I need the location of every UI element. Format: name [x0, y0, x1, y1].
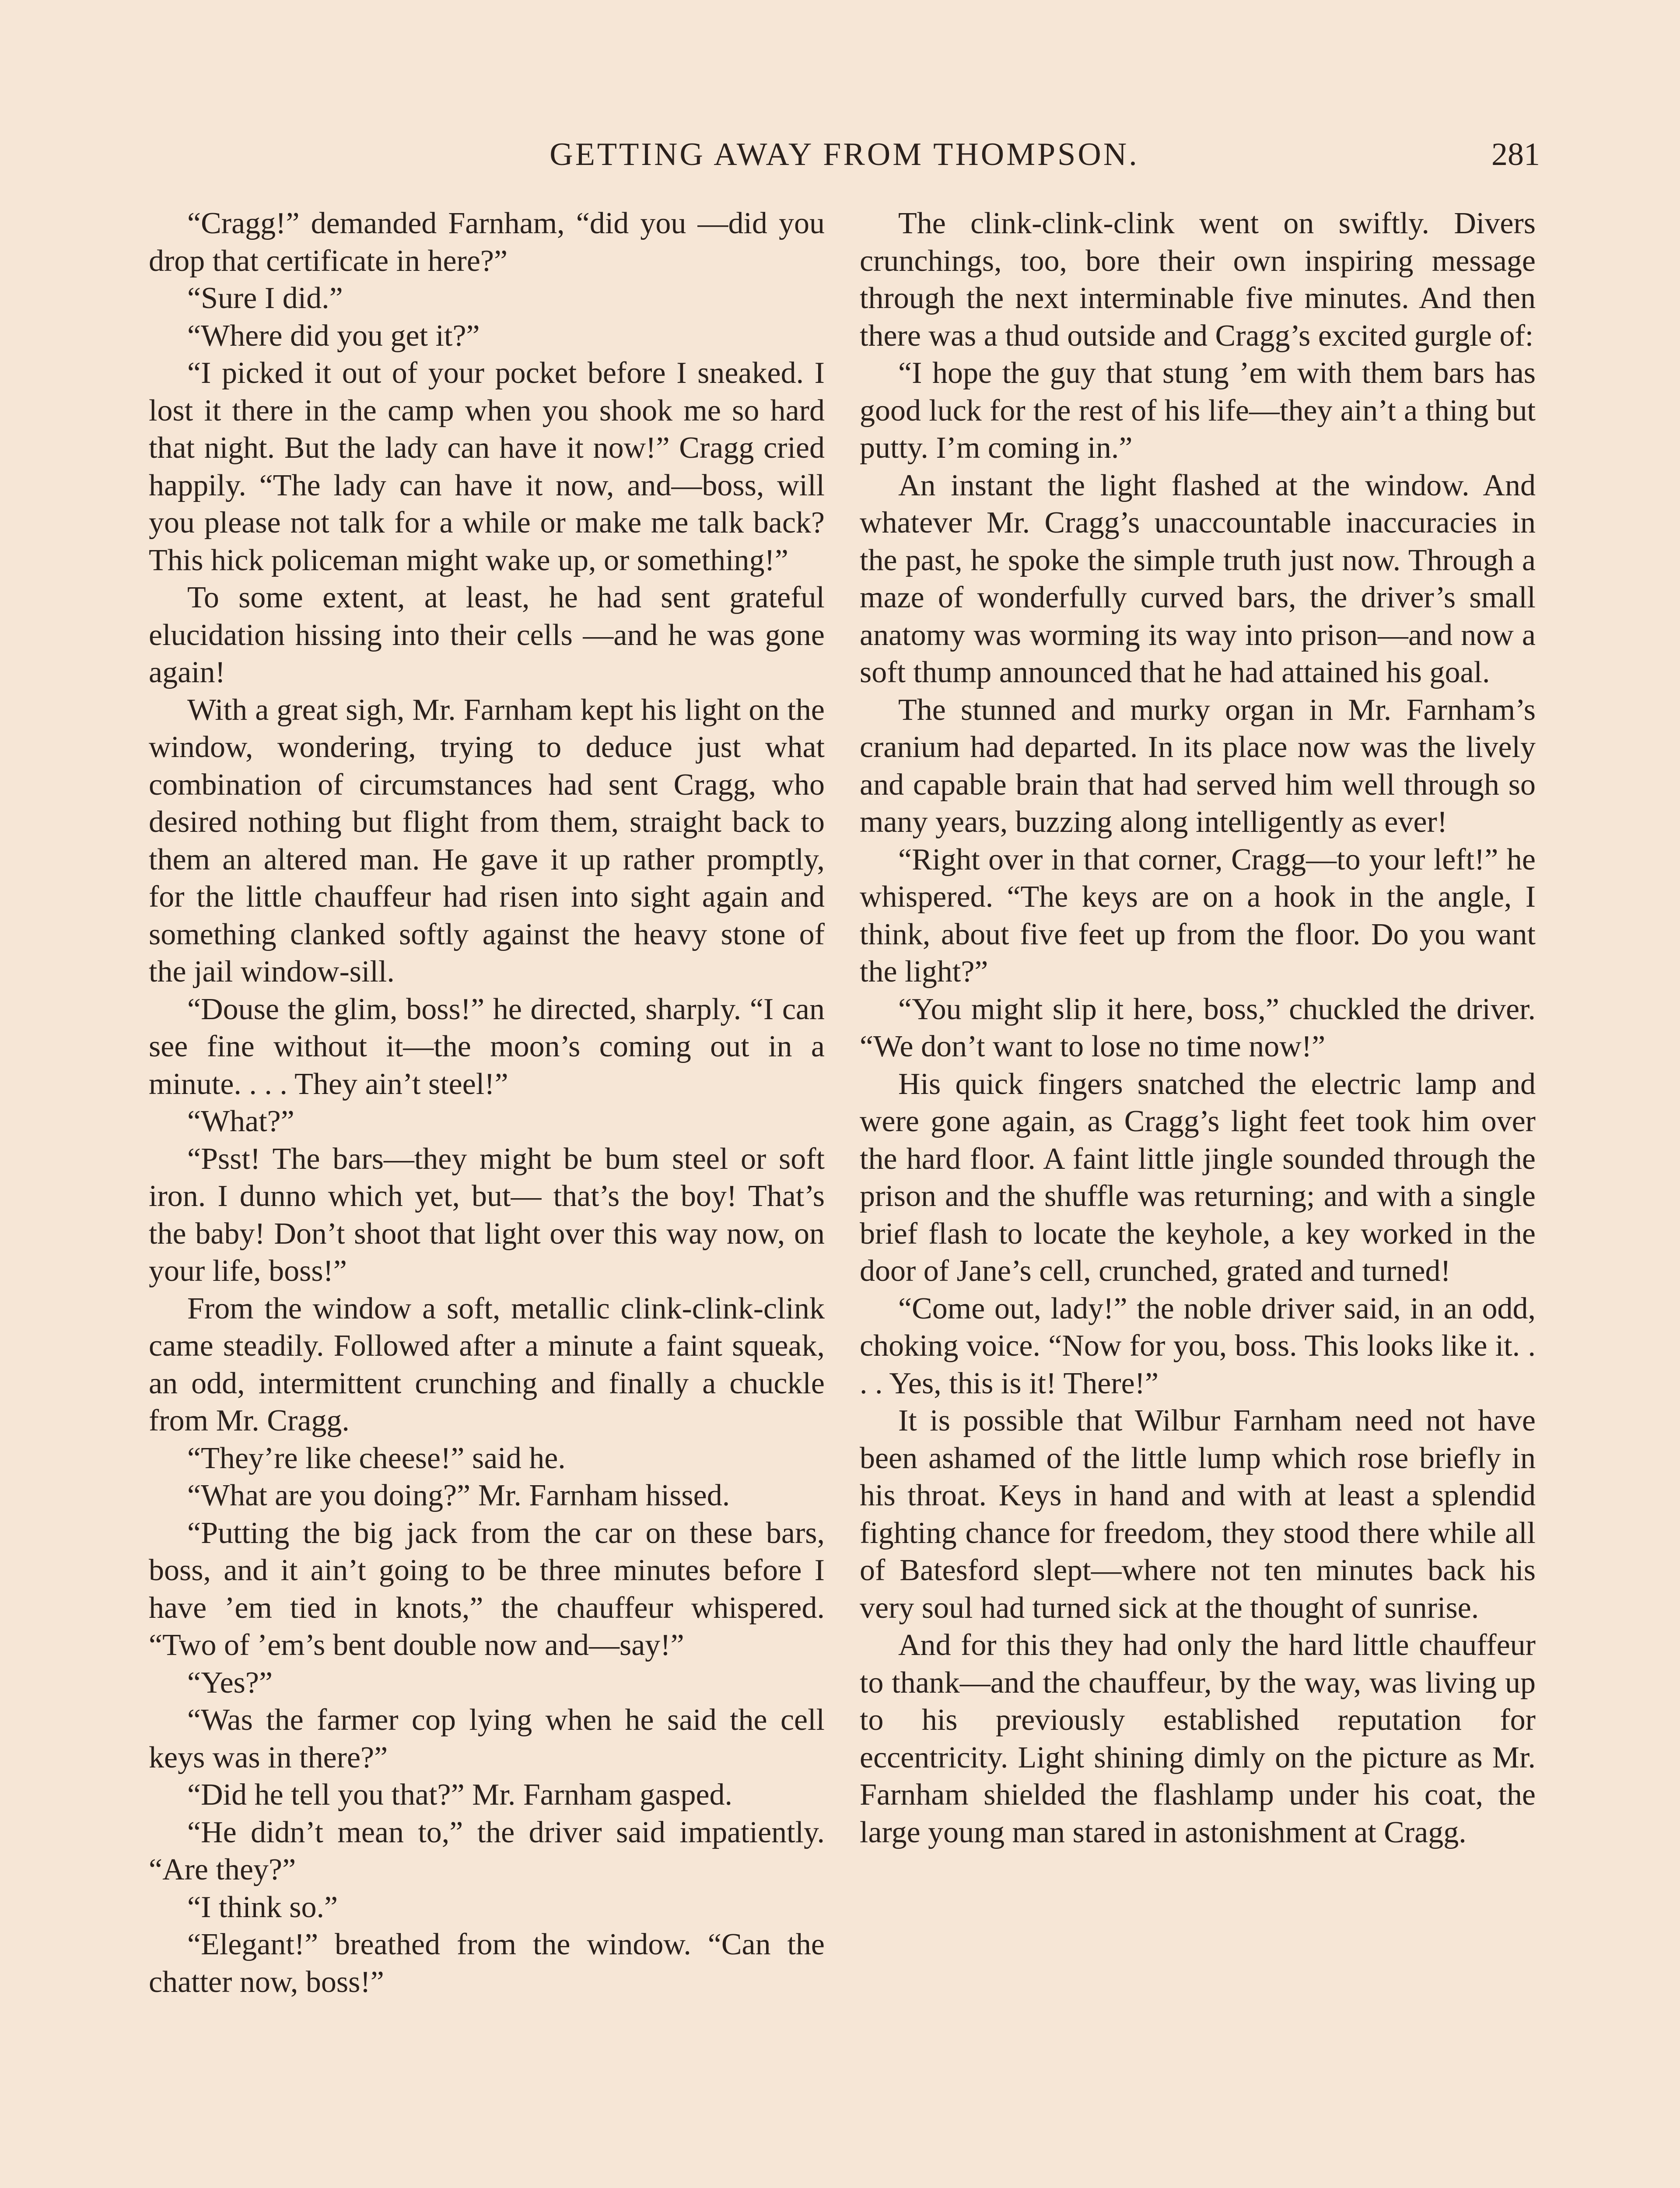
- page-number: 281: [1491, 137, 1540, 172]
- paragraph: The clink-clink-clink went on swiftly. Divers crunchings, too, bore their own inspiring message through the next interminable five minutes. And then there was a thud outside and Cragg’s excited gurgle of:: [860, 207, 1536, 353]
- chapter-title: GETTING AWAY FROM THOMPSON.: [550, 136, 1139, 172]
- paragraph: The stunned and murky organ in Mr. Farnham’s cranium had departed. In its place now was the lively and capable brain that had served him well through so many years, buzzing along intelligently as ever!: [860, 693, 1536, 839]
- paragraph: “Did he tell you that?” Mr. Farnham gasped.: [187, 1778, 733, 1812]
- paragraph: An instant the light flashed at the window. And whatever Mr. Cragg’s unaccountable inaccuracies in the past, he spoke the simple truth just now. Through a maze of wonderfully curved bars, the driver’s small anatomy was worming its way into prison—and now a soft thump announced that he had attained his goal.: [860, 468, 1536, 689]
- paragraph: His quick fingers snatched the electric lamp and were gone again, as Cragg’s light feet took him over the hard floor. A faint little jingle sounded through the prison and the shuffle was returning; and with a single brief flash to locate the keyhole, a key worked in the door of Jane’s cell, crunched, grated and turned!: [860, 1067, 1536, 1288]
- paragraph: “They’re like cheese!” said he.: [187, 1441, 566, 1475]
- paragraph: “Come out, lady!” the noble driver said, in an odd, choking voice. “Now for you, boss. This looks like it. . . . Yes, this is it! There!”: [860, 1291, 1536, 1400]
- paragraph: “Putting the big jack from the car on these bars, boss, and it ain’t going to be three minutes before I have ’em tied in knots,” the chauffeur whispered. “Two of ’em’s bent double now and—say!”: [149, 1516, 825, 1662]
- paragraph: It is possible that Wilbur Farnham need not have been ashamed of the little lump which rose briefly in his throat. Keys in hand and with at least a splendid fighting chance for freedom, they stood there while all of Batesford slept—where not ten minutes back his very soul had turned sick at the thought of sunrise.: [860, 1404, 1536, 1625]
- paragraph: “Psst! The bars—they might be bum steel or soft iron. I dunno which yet, but— that’s the boy! That’s the baby! Don’t shoot that light over this way now, on your life, boss!”: [149, 1142, 825, 1288]
- paragraph: To some extent, at least, he had sent grateful elucidation hissing into their cells —and he was gone again!: [149, 581, 825, 689]
- paragraph: “Sure I did.”: [187, 281, 343, 315]
- paragraph: And for this they had only the hard little chauffeur to thank—and the chauffeur, by the way, was living up to his previously established reputation for eccentricity. Light shining dimly on the picture as Mr. Farnham shielded the flashlamp under his coat, the large young man stared in astonishment at Cragg.: [860, 1628, 1536, 1849]
- paragraph: “He didn’t mean to,” the driver said impatiently. “Are they?”: [149, 1815, 825, 1886]
- paragraph: “I think so.”: [187, 1890, 338, 1924]
- right-column: [860, 205, 1536, 2188]
- paragraph: “You might slip it here, boss,” chuckled the driver. “We don’t want to lose no time now!”: [860, 992, 1536, 1063]
- paragraph: “Where did you get it?”: [187, 319, 480, 353]
- paragraph: “Elegant!” breathed from the window. “Can the chatter now, boss!”: [149, 1928, 825, 1999]
- paragraph: “I picked it out of your pocket before I sneaked. I lost it there in the camp when you shook me so hard that night. But the lady can have it now!” Cragg cried happily. “The lady can have it now, and—boss, will you please not talk for a while or make me talk back? This hick policeman might wake up, or something!”: [149, 356, 825, 577]
- paragraph: “Was the farmer cop lying when he said the cell keys was in there?”: [149, 1703, 825, 1774]
- paragraph: From the window a soft, metallic clink-clink-clink came steadily. Followed after a minute a faint squeak, an odd, intermittent crunching and finally a chuckle from Mr. Cragg.: [149, 1291, 825, 1438]
- paragraph: “What?”: [187, 1105, 294, 1138]
- paragraph: “Cragg!” demanded Farnham, “did you —did you drop that certificate in here?”: [149, 207, 825, 278]
- paragraph: “I hope the guy that stung ’em with them bars has good luck for the rest of his life—they ain’t a thing but putty. I’m coming in.”: [860, 356, 1536, 465]
- paragraph: With a great sigh, Mr. Farnham kept his light on the window, wondering, trying to deduce just what combination of circumstances had sent Cragg, who desired nothing but flight from them, straight back to them an altered man. He gave it up rather promptly, for the little chauffeur had risen into sight again and something clanked softly against the heavy stone of the jail window-sill.: [149, 693, 825, 989]
- running-header: [149, 130, 1540, 179]
- paragraph: “Right over in that corner, Cragg—to your left!” he whispered. “The keys are on a hook in the angle, I think, about five feet up from the floor. Do you want the light?”: [860, 842, 1536, 989]
- paragraph: “Yes?”: [187, 1666, 273, 1700]
- paragraph: “What are you doing?” Mr. Farnham hissed.: [187, 1479, 730, 1512]
- paragraph: “Douse the glim, boss!” he directed, sharply. “I can see fine without it—the moon’s coming out in a minute. . . . They ain’t steel!”: [149, 992, 825, 1101]
- left-column: [149, 205, 825, 2188]
